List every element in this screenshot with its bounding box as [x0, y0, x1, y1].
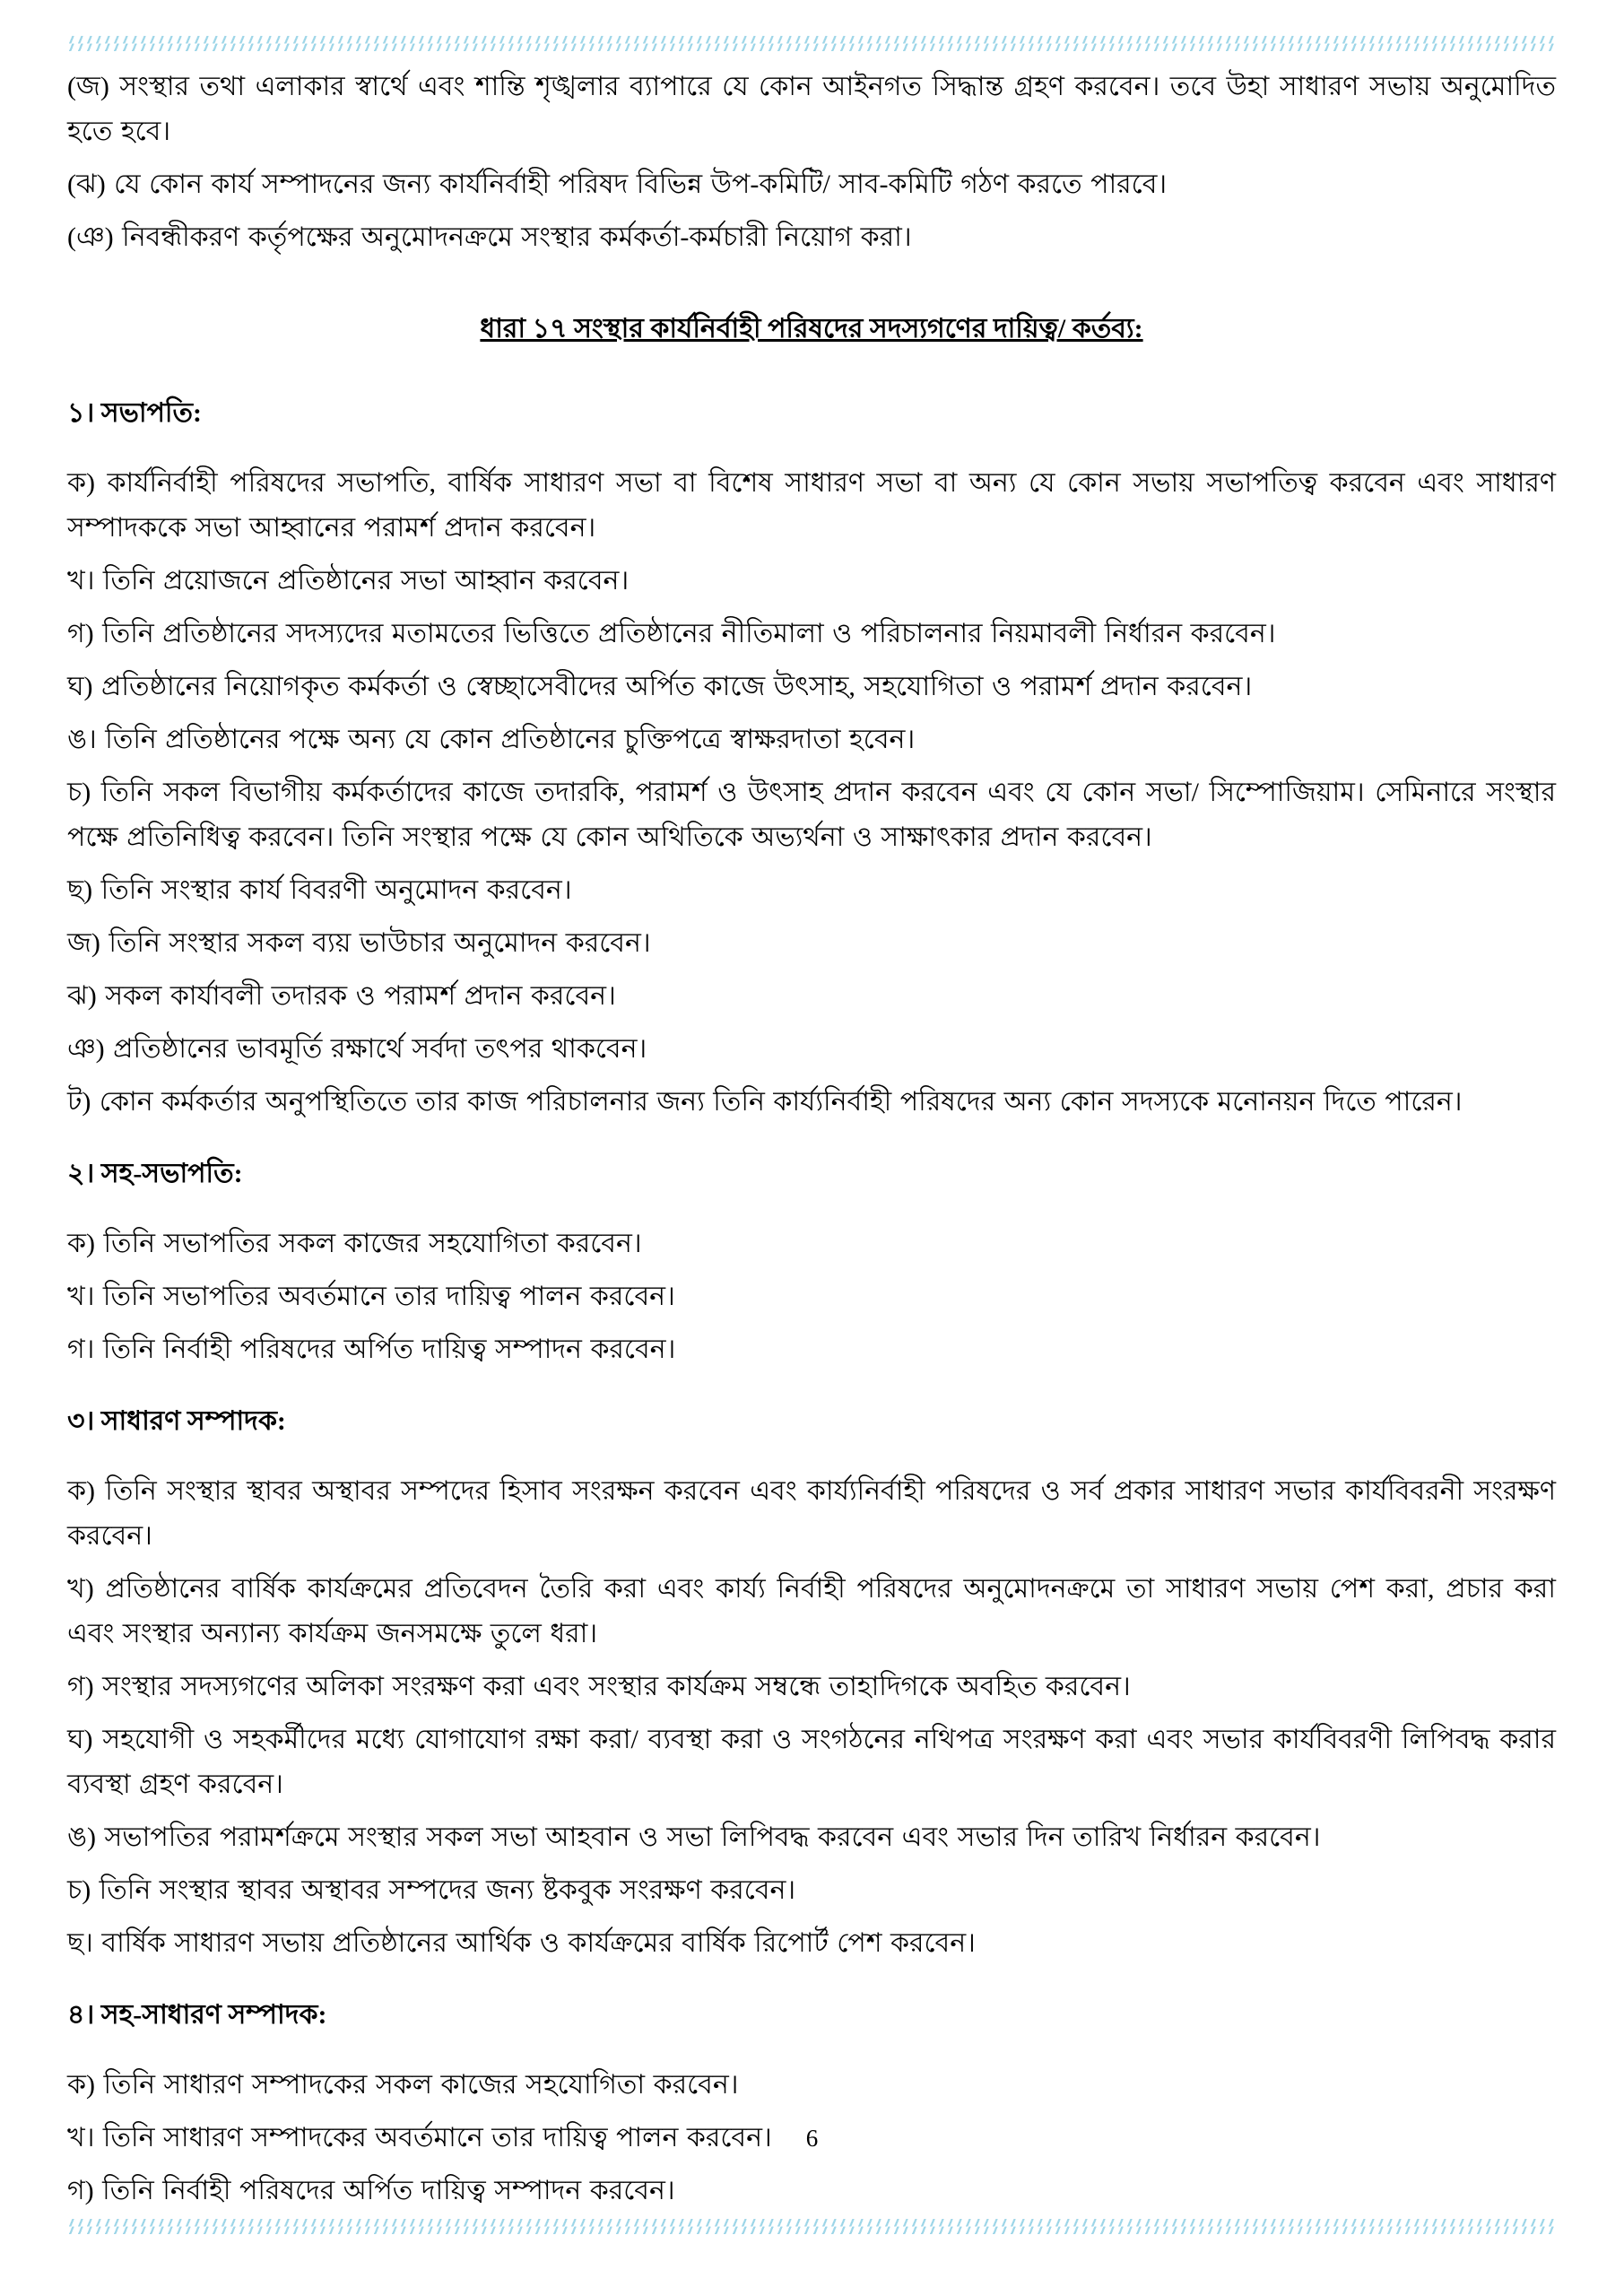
list-item: ক) তিনি সাধারণ সম্পাদকের সকল কাজের সহযোগিতা করবেন। [67, 2070, 739, 2100]
intro-item: (জ) সংস্থার তথা এলাকার স্বার্থে এবং শান্তি শৃঙ্খলার ব্যাপারে যে কোন আইনগত সিদ্ধান্ত গ্রহণ করবেন। তবে উহা সাধারণ সভায় অনুমোদিত হতে হবে। [67, 72, 1556, 146]
list-item: ছ। বার্ষিক সাধারণ সভায় প্রতিষ্ঠানের আর্থিক ও কার্যক্রমের বার্ষিক রিপোর্ট পেশ করবেন। [67, 1928, 976, 1958]
section-general-secretary [67, 1399, 1556, 1966]
section-title: ৪। সহ-সাধারণ সম্পাদক: [67, 2000, 327, 2030]
section-vice-president [67, 1152, 1556, 1372]
list-item: ক) কার্যনির্বাহী পরিষদের সভাপতি, বার্ষিক সাধারণ সভা বা বিশেষ সাধারণ সভা বা অন্য যে কোন সভায় সভাপতিত্ব করবেন এবং সাধারণ সম্পাদককে সভা আহ্বানের পরামর্শ প্রদান করবেন। [67, 468, 1556, 543]
list-item: খ। তিনি সাধারণ সম্পাদকের অবর্তমানে তার দায়িত্ব পালন করবেন। [67, 2123, 772, 2152]
section-title: ২। সহ-সভাপতি: [67, 1159, 243, 1188]
list-item: গ। তিনি নির্বাহী পরিষদের অর্পিত দায়িত্ব সম্পাদন করবেন। [67, 1335, 676, 1364]
document-content [67, 65, 1556, 2222]
section-title: ১। সভাপতি: [67, 398, 203, 428]
page-number: 6 [805, 2125, 819, 2152]
list-item: জ) তিনি সংস্থার সকল ব্যয় ভাউচার অনুমোদন করবেন। [67, 928, 651, 958]
section-joint-general-secretary [67, 1993, 1556, 2213]
list-item: ক) তিনি সংস্থার স্থাবর অস্থাবর সম্পদের হিসাব সংরক্ষন করবেন এবং কার্য্যনির্বাহী পরিষদের ও সর্ব প্রকার সাধারণ সভার কার্যবিবরনী সংরক্ষণ করবেন। [67, 1476, 1556, 1551]
list-item: গ) তিনি প্রতিষ্ঠানের সদস্যদের মতামতের ভিত্তিতে প্রতিষ্ঠানের নীতিমালা ও পরিচালনার নিয়মাবলী নির্ধারন করবেন। [67, 619, 1276, 648]
list-item: ঝ) সকল কার্যাবলী তদারক ও পরামর্শ প্রদান করবেন। [67, 981, 616, 1011]
list-item: ঞ) প্রতিষ্ঠানের ভাবমূর্তি রক্ষার্থে সর্বদা তৎপর থাকবেন। [67, 1034, 647, 1064]
list-item: গ) তিনি নির্বাহী পরিষদের অর্পিত দায়িত্ব সম্পাদন করবেন। [67, 2176, 675, 2205]
list-item: ঘ) সহযোগী ও সহকর্মীদের মধ্যে যোগাযোগ রক্ষা করা/ ব্যবস্থা করা ও সংগঠনের নথিপত্র সংরক্ষণ করা এবং সভার কার্যবিবরণী লিপিবদ্ধ করার ব্যবস্থা গ্রহণ করবেন। [67, 1725, 1556, 1799]
list-item: চ) তিনি সকল বিভাগীয় কর্মকর্তাদের কাজে তদারকি, পরামর্শ ও উৎসাহ প্রদান করবেন এবং যে কোন সভা/ সিম্পোজিয়াম। সেমিনারে সংস্থার পক্ষে প্রতিনিধিত্ব করবেন। তিনি সংস্থার পক্ষে যে কোন অথিতিকে অভ্যর্থনা ও সাক্ষাৎকার প্রদান করবেন। [67, 778, 1556, 852]
list-item: চ) তিনি সংস্থার স্থাবর অস্থাবর সম্পদের জন্য ষ্টকবুক সংরক্ষণ করবেন। [67, 1875, 796, 1905]
section-title: ৩। সাধারণ সম্পাদক: [67, 1406, 286, 1436]
list-item: খ। তিনি সভাপতির অবর্তমানে তার দায়িত্ব পালন করবেন। [67, 1282, 675, 1311]
list-item: ঘ) প্রতিষ্ঠানের নিয়োগকৃত কর্মকর্তা ও স্বেচ্ছাসেবীদের অর্পিত কাজে উৎসাহ, সহযোগিতা ও পরামর্শ প্রদান করবেন। [67, 672, 1253, 701]
decorative-border-bottom [67, 2219, 1556, 2234]
list-item: ছ) তিনি সংস্থার কার্য বিবরণী অনুমোদন করবেন। [67, 875, 572, 905]
decorative-border-top [67, 36, 1556, 51]
list-item: ট) কোন কর্মকর্তার অনুপস্থিতিতে তার কাজ পরিচালনার জন্য তিনি কার্য্যনির্বাহী পরিষদের অন্য কোন সদস্যকে মনোনয়ন দিতে পারেন। [67, 1087, 1463, 1117]
list-item: ঙ। তিনি প্রতিষ্ঠানের পক্ষে অন্য যে কোন প্রতিষ্ঠানের চুক্তিপত্রে স্বাক্ষরদাতা হবেন। [67, 725, 916, 754]
intro-item: (ঝ) যে কোন কার্য সম্পাদনের জন্য কার্যনির্বাহী পরিষদ বিভিন্ন উপ-কমিটি/ সাব-কমিটি গঠণ করতে পারবে। [67, 170, 1168, 199]
section-heading: ধারা ১৭ সংস্থার কার্যনির্বাহী পরিষদের সদস্যগণের দায়িত্ব/ কর্তব্য: [480, 314, 1143, 344]
list-item: খ। তিনি প্রয়োজনে প্রতিষ্ঠানের সভা আহ্বান করবেন। [67, 566, 630, 596]
list-item: গ) সংস্থার সদস্যগণের অলিকা সংরক্ষণ করা এবং সংস্থার কার্যক্রম সম্বন্ধে তাহাদিগকে অবহিত করবেন। [67, 1672, 1131, 1701]
list-item: ক) তিনি সভাপতির সকল কাজের সহযোগিতা করবেন। [67, 1229, 642, 1258]
list-item: ঙ) সভাপতির পরামর্শক্রমে সংস্থার সকল সভা আহবান ও সভা লিপিবদ্ধ করবেন এবং সভার দিন তারিখ নির্ধারন করবেন। [67, 1822, 1321, 1852]
section-president [67, 391, 1556, 1125]
intro-item: (ঞ) নিবন্ধীকরণ কর্তৃপক্ষের অনুমোদনক্রমে সংস্থার কর্মকর্তা-কর্মচারী নিয়োগ করা। [67, 222, 912, 252]
list-item: খ) প্রতিষ্ঠানের বার্ষিক কার্যক্রমের প্রতিবেদন তৈরি করা এবং কার্য্য নির্বাহী পরিষদের অনুমোদনক্রমে তা সাধারণ সভায় পেশ করা, প্রচার করা এবং সংস্থার অন্যান্য কার্যক্রম জনসমক্ষে তুলে ধরা। [67, 1574, 1556, 1648]
